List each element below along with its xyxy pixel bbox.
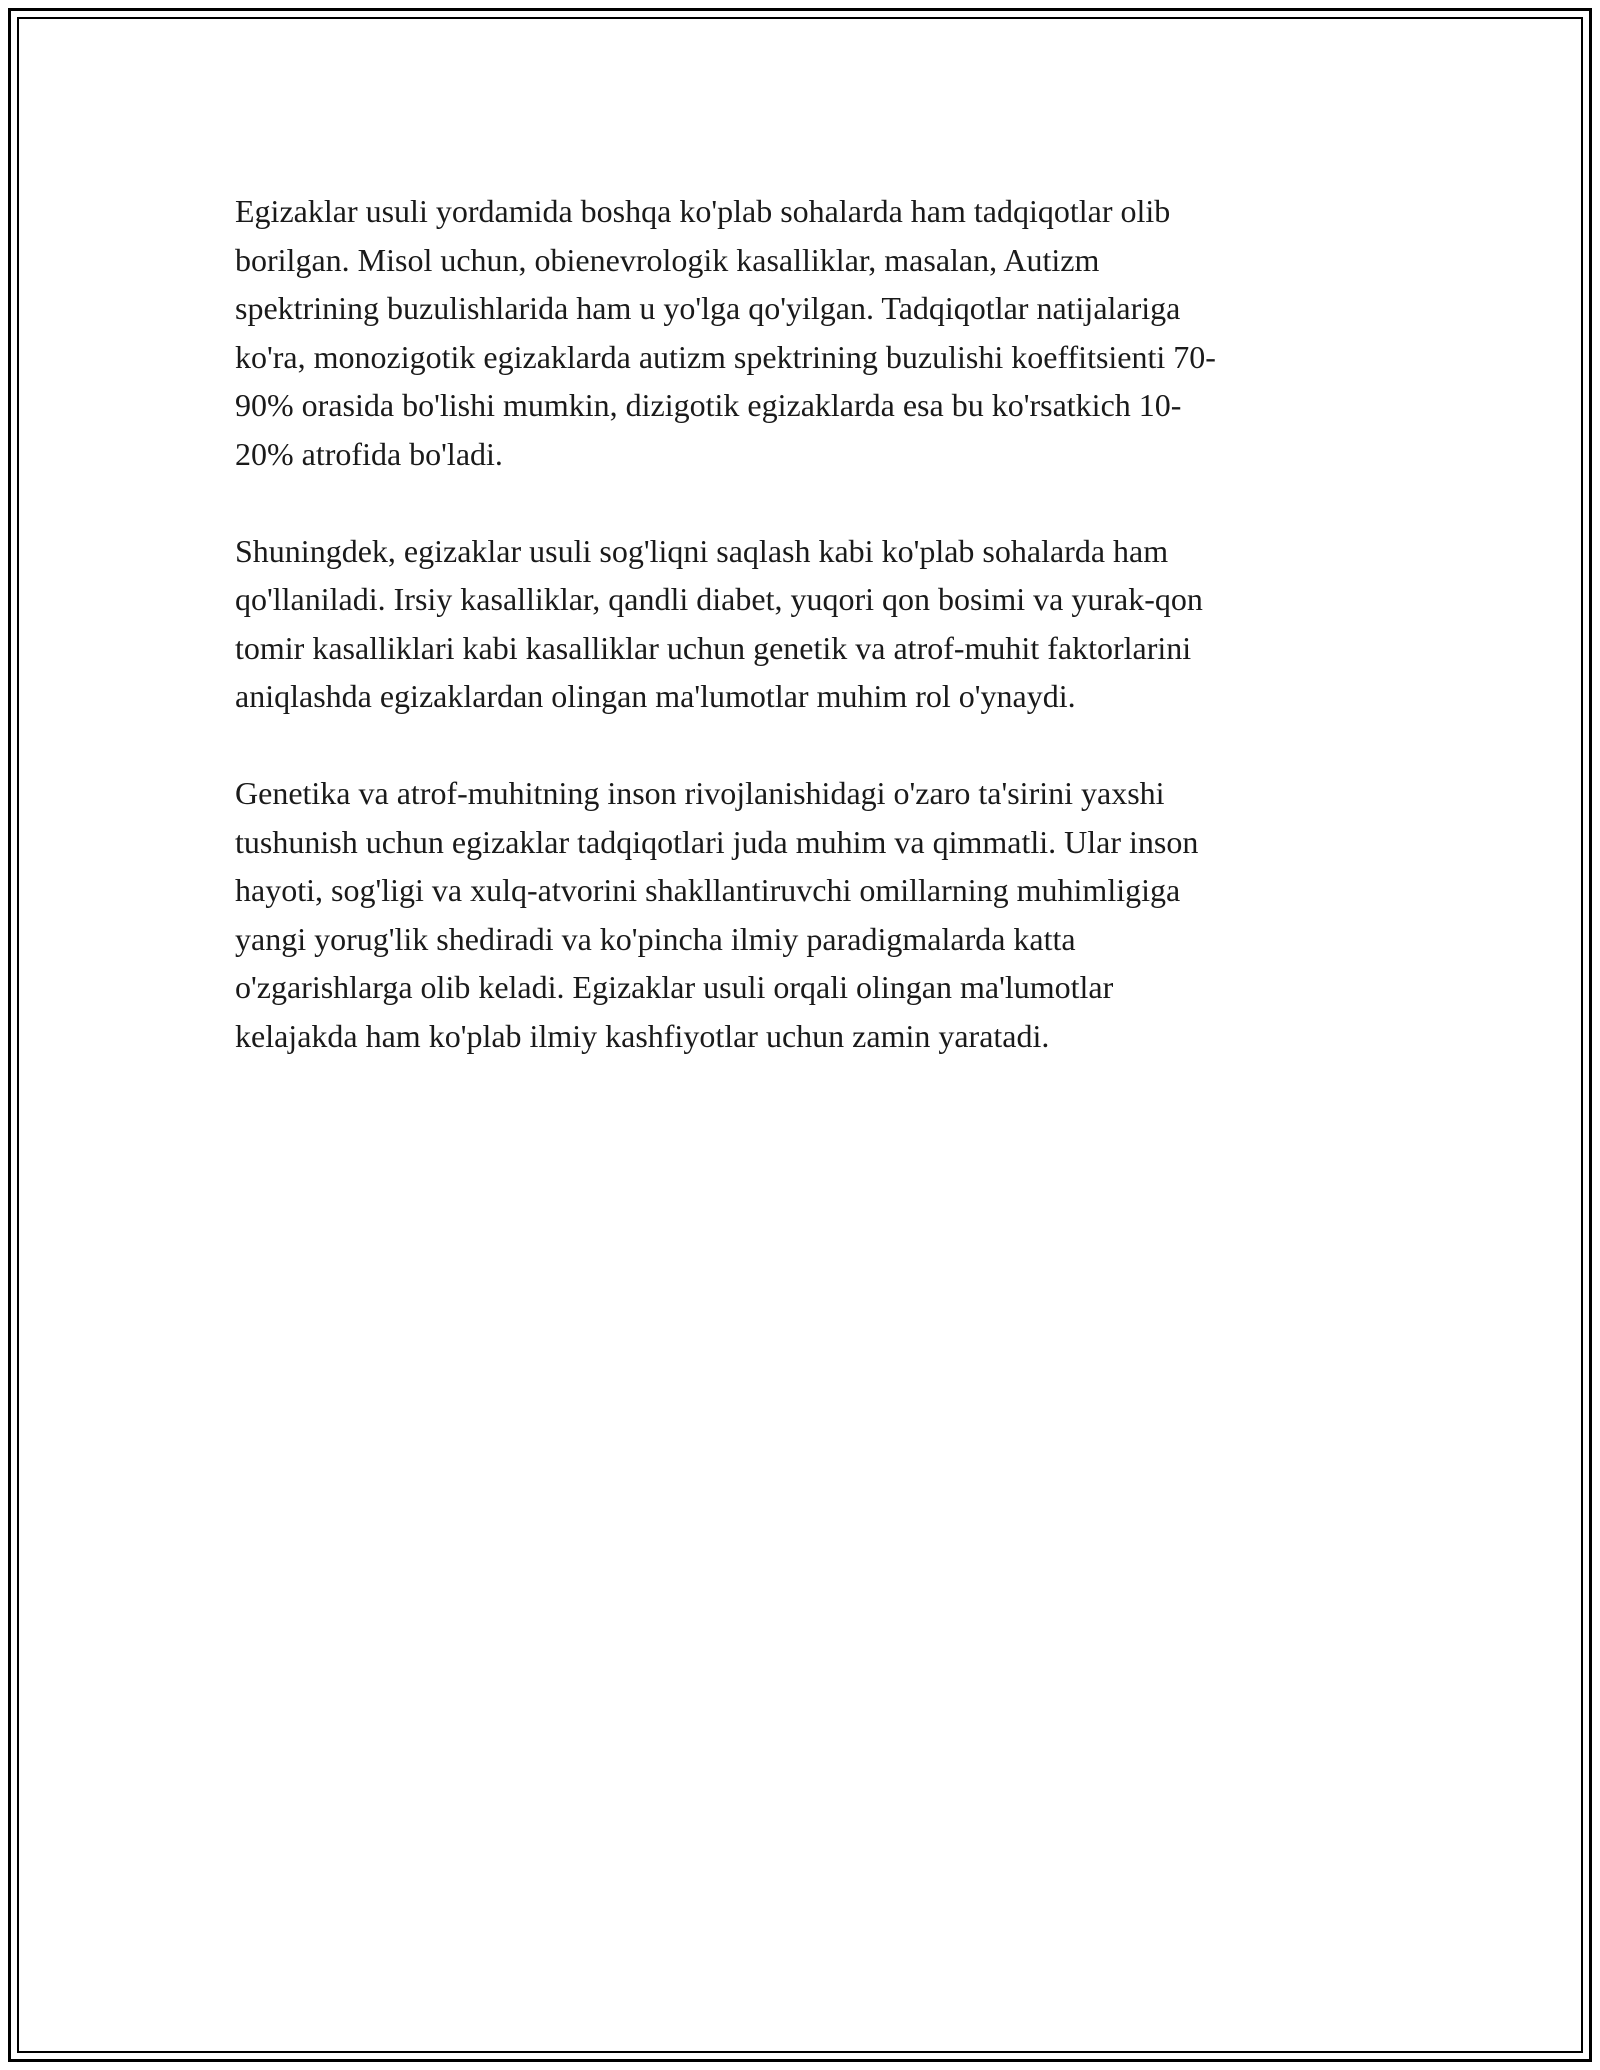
text-line: yangi yorug'lik shediradi va ko'pincha ilmiy paradigmalarda katta — [235, 920, 1076, 957]
text-line: qo'llaniladi. Irsiy kasalliklar, qandli diabet, yuqori qon bosimi va yurak-qon — [235, 581, 1203, 617]
text-line: Genetika va atrof-muhitning inson rivojlanishidagi o'zaro ta'sirini yaxshi — [235, 775, 1165, 811]
text-line: aniqlashda egizaklardan olingan ma'lumotlar muhim rol o'ynaydi. — [235, 678, 1076, 714]
text-line: 90% orasida bo'lishi mumkin, dizigotik egizaklarda esa bu ko'rsatkich 10- — [235, 387, 1182, 423]
text-line: hayoti, sog'ligi va xulq-atvorini shakllantiruvchi omillarning muhimligiga — [235, 872, 1181, 908]
text-line: ko'ra, monozigotik egizaklarda autizm spektrining buzulishi koeffitsienti 70- — [235, 338, 1216, 375]
text-line: spektrining buzulishlarida ham u yo'lga qo'yilgan. Tadqiqotlar natijalariga — [235, 290, 1181, 326]
text-line: Shuningdek, egizaklar usuli sog'liqni saqlash kabi ko'plab sohalarda ham — [235, 532, 1169, 569]
text-line: tushunish uchun egizaklar tadqiqotlari juda muhim va qimmatli. Ular inson — [235, 823, 1199, 860]
text-line: borilgan. Misol uchun, obienevrologik kasalliklar, masalan, Autizm — [235, 241, 1100, 278]
document-body — [235, 187, 1375, 1109]
paragraph-3 — [235, 769, 1375, 1060]
paragraph-2 — [235, 527, 1375, 721]
text-line: Egizaklar usuli yordamida boshqa ko'plab sohalarda ham tadqiqotlar olib — [235, 193, 1171, 229]
text-line: kelajakda ham ko'plab ilmiy kashfiyotlar uchun zamin yaratadi. — [235, 1017, 1050, 1054]
text-line: tomir kasalliklari kabi kasalliklar uchun genetik va atrof-muhit faktorlarini — [235, 629, 1192, 666]
text-line: o'zgarishlarga olib keladi. Egizaklar usuli orqali olingan ma'lumotlar — [235, 969, 1114, 1005]
paragraph-1 — [235, 187, 1375, 478]
text-line: 20% atrofida bo'ladi. — [235, 435, 503, 472]
